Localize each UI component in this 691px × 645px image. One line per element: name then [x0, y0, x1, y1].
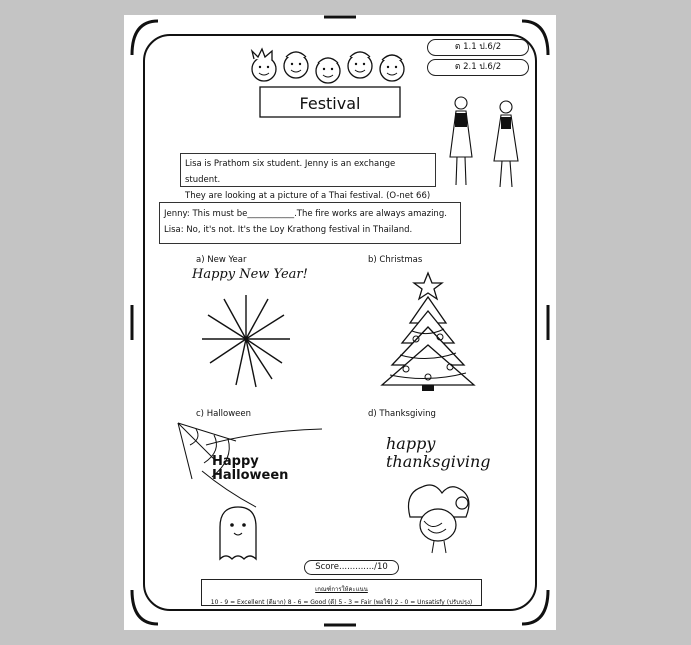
criteria-title: เกณฑ์การให้คะแนน	[315, 586, 368, 593]
halloween-lettering: Happy Halloween	[212, 454, 289, 483]
intro-line-1: Lisa is Prathom six student. Jenny is an exchange student.	[185, 159, 396, 185]
christmas-tree-illustration	[372, 271, 476, 393]
criteria-scale: 10 - 9 = Excellent (ดีมาก) 8 - 6 = Good (ดี) 5 - 3 = Fair (พอใช้) 2 - 0 = Unsatisfy (ปรับปรุง)	[210, 599, 473, 606]
option-a-label: a) New Year	[196, 255, 247, 265]
criteria-box	[201, 579, 482, 606]
worksheet-page	[124, 15, 556, 630]
kids-banner-illustration	[246, 47, 411, 127]
intro-box	[180, 153, 436, 201]
indicator-tag-2: ต 2.1 ป.6/2	[427, 59, 529, 76]
indicator-tag-1: ต 1.1 ป.6/2	[427, 39, 529, 56]
intro-line-2: They are looking at a picture of a Thai festival. (O-net 66)	[185, 191, 431, 201]
option-c-label: c) Halloween	[196, 409, 252, 419]
dialogue-line-2: Lisa: No, it's not. It's the Loy Krathong festival in Thailand.	[164, 225, 413, 235]
girls-illustration	[446, 93, 526, 193]
score-field: Score............./10	[304, 560, 399, 575]
option-d-label: d) Thanksgiving	[368, 409, 436, 419]
turkey-illustration	[402, 477, 482, 557]
new-year-lettering: Happy New Year!	[192, 267, 308, 282]
firework-illustration	[196, 287, 296, 391]
dialogue-line-1: Jenny: This must be___________.The fire works are always amazing.	[164, 209, 447, 219]
option-b-label: b) Christmas	[368, 255, 423, 265]
worksheet-title: Festival	[299, 94, 361, 113]
thanksgiving-lettering: happy thanksgiving	[386, 434, 491, 471]
ghost-illustration	[210, 503, 266, 563]
dialogue-box	[159, 202, 461, 244]
